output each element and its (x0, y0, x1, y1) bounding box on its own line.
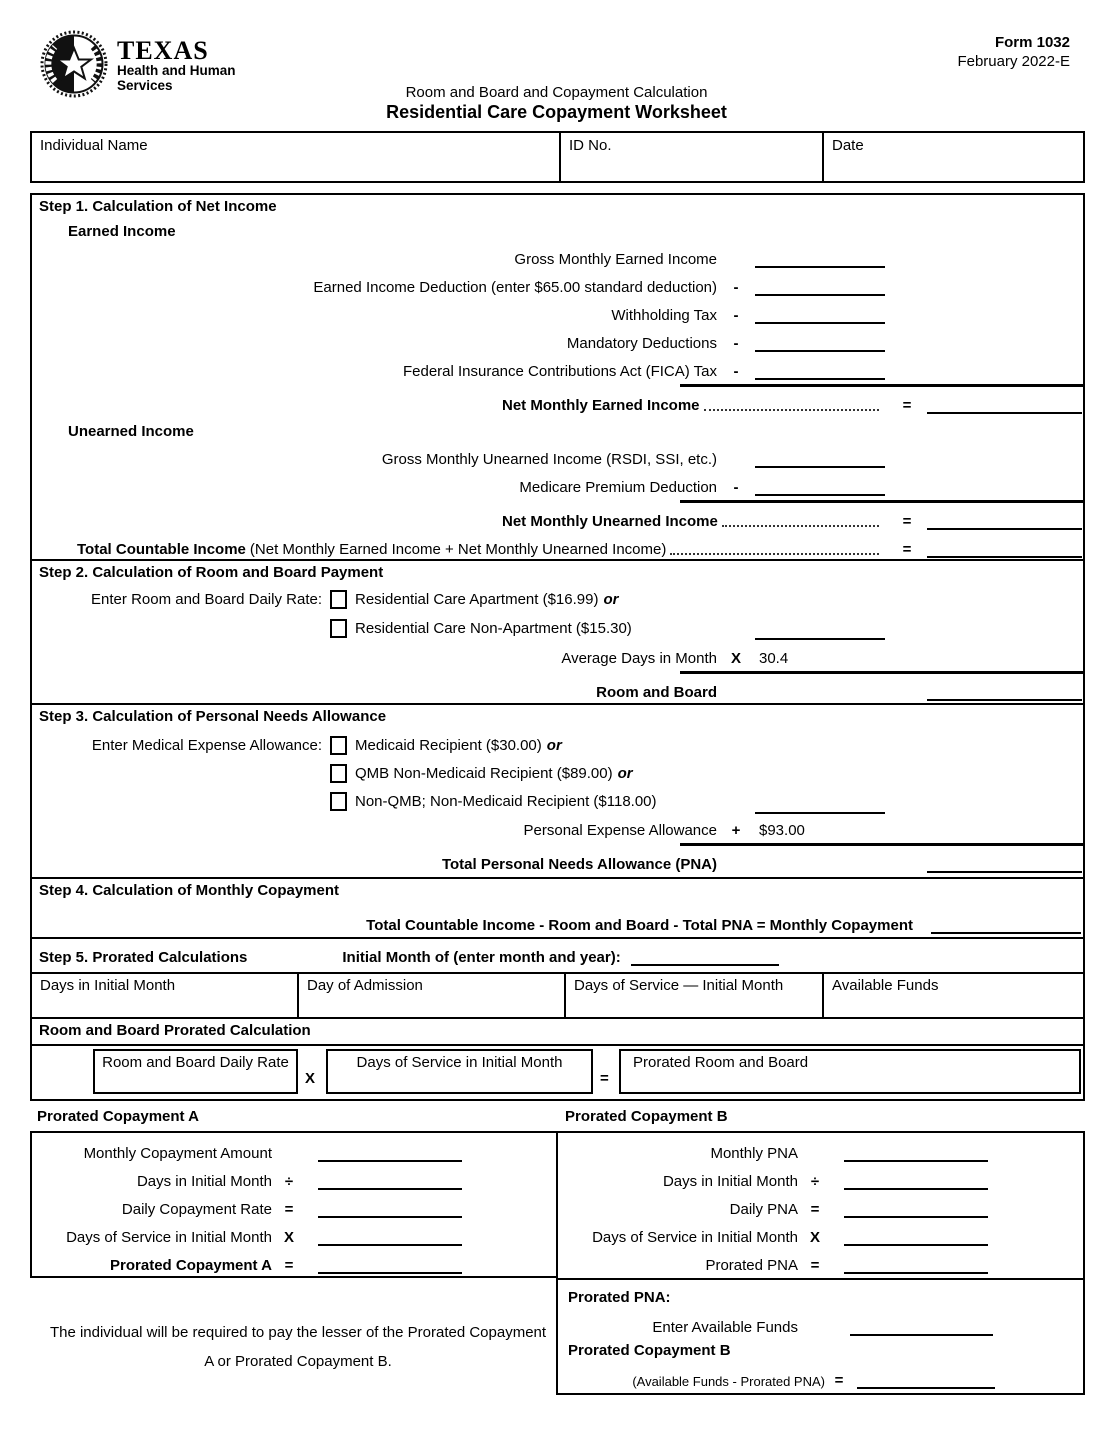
medicare-premium-row: Medicare Premium Deduction - (32, 472, 1083, 500)
rb-prorated-section (30, 1017, 1085, 1101)
form-edition: February 2022-E (957, 53, 1070, 70)
prorated-pna-line[interactable] (844, 1259, 988, 1274)
days-in-initial-month-cell[interactable]: Days in Initial Month (32, 974, 299, 1019)
initial-month-label: Initial Month of (enter month and year): (342, 949, 621, 966)
monthly-copayment-line[interactable] (931, 917, 1081, 934)
room-board-rate-lead: Enter Room and Board Daily Rate: (91, 590, 322, 608)
copay-a-days-of-service-line[interactable] (318, 1231, 462, 1246)
rb-days-of-service-box[interactable]: Days of Service in Initial Month (326, 1049, 593, 1094)
step5-section (30, 937, 1085, 1019)
checkbox-residential-care-non-apartment[interactable] (330, 619, 347, 638)
step2-section (30, 559, 1085, 705)
dotted-leader (670, 553, 879, 555)
step3-title: Step 3. Calculation of Personal Needs Allowance (39, 708, 387, 725)
copay-a-row: Days in Initial Month ÷ (32, 1167, 556, 1195)
copay-b-row: Daily PNA = (558, 1195, 1083, 1223)
step3-section (30, 703, 1085, 879)
individual-name-label: Individual Name (40, 137, 148, 154)
fica-tax-row: Federal Insurance Contributions Act (FICA) Tax - (32, 356, 1083, 384)
step2-title: Step 2. Calculation of Room and Board Payment (39, 564, 384, 581)
rb-prorated-title: Room and Board Prorated Calculation (32, 1019, 1083, 1046)
copay-a-days-initial-month-line[interactable] (318, 1175, 462, 1190)
logo-texas-text: TEXAS (117, 36, 209, 65)
identification-table (30, 131, 1085, 183)
individual-name-field[interactable] (32, 133, 561, 181)
date-field[interactable] (824, 133, 1083, 181)
medicare-premium-deduction-line[interactable] (755, 479, 885, 496)
daily-copayment-rate-line[interactable] (318, 1203, 462, 1218)
medicaid-option-row: Enter Medical Expense Allowance: Medicaid Recipient ($30.00) or (32, 731, 1083, 759)
net-monthly-earned-income-line[interactable] (927, 397, 1082, 414)
rb-equals-op: = (600, 1070, 609, 1087)
daily-pna-line[interactable] (844, 1203, 988, 1218)
room-and-board-row: Room and Board (32, 677, 1083, 705)
dotted-leader (704, 409, 879, 411)
copay-b-row: Monthly PNA (558, 1139, 1083, 1167)
gross-earned-row: Gross Monthly Earned Income (32, 244, 1083, 272)
checkbox-non-qmb-non-medicaid[interactable] (330, 792, 347, 811)
earned-income-heading: Earned Income (68, 223, 176, 240)
copay-b-row: Days of Service in Initial Month X (558, 1223, 1083, 1251)
copay-a-row: Prorated Copayment A = (32, 1251, 556, 1279)
total-countable-income-row: Total Countable Income (Net Monthly Earned Income + Net Monthly Unearned Income) = (32, 534, 1083, 562)
monthly-pna-line[interactable] (844, 1147, 988, 1162)
monthly-copayment-formula: Total Countable Income - Room and Board - Total PNA = Monthly Copayment (366, 917, 913, 934)
step5-table-row (32, 974, 1083, 1019)
unearned-income-heading: Unearned Income (68, 423, 194, 440)
qmb-option-row: QMB Non-Medicaid Recipient ($89.00) or (32, 759, 1083, 787)
non-qmb-option-row: Non-QMB; Non-Medicaid Recipient ($118.00) (32, 787, 1083, 815)
mandatory-deductions-line[interactable] (755, 335, 885, 352)
step4-section (30, 877, 1085, 939)
dotted-leader (722, 525, 879, 527)
available-funds-row: Enter Available Funds (558, 1313, 1083, 1340)
prorated-copayment-b-line[interactable] (857, 1374, 995, 1389)
mandatory-deductions-row: Mandatory Deductions - (32, 328, 1083, 356)
day-of-admission-cell[interactable]: Day of Admission (299, 974, 566, 1019)
date-label: Date (832, 137, 864, 154)
copay-a-box (30, 1131, 558, 1278)
prorated-pna-heading: Prorated PNA: (568, 1289, 671, 1306)
copay-a-row: Daily Copayment Rate = (32, 1195, 556, 1223)
logo-hhs-line1: Health and Human (117, 63, 236, 78)
withholding-tax-row: Withholding Tax - (32, 300, 1083, 328)
rc-apartment-option-row: Enter Room and Board Daily Rate: Residential Care Apartment ($16.99) or (32, 585, 1083, 613)
personal-expense-row: Personal Expense Allowance + $93.00 (32, 815, 1083, 843)
net-unearned-row: Net Monthly Unearned Income = (32, 506, 1083, 534)
checkbox-qmb-non-medicaid[interactable] (330, 764, 347, 783)
available-funds-line[interactable] (850, 1321, 993, 1336)
gross-unearned-row: Gross Monthly Unearned Income (RSDI, SSI, etc.) (32, 444, 1083, 472)
rb-multiply-op: X (305, 1070, 316, 1087)
gross-monthly-earned-income-line[interactable] (755, 251, 885, 268)
step5-header-row (32, 939, 1083, 974)
monthly-copayment-formula-row (32, 904, 1083, 934)
copay-b-box (556, 1131, 1085, 1280)
total-countable-income-line[interactable] (927, 541, 1082, 558)
doc-subtitle: Room and Board and Copayment Calculation (405, 84, 708, 101)
available-funds-cell[interactable]: Available Funds (832, 977, 939, 994)
prorated-copay-b-heading: Prorated Copayment B (568, 1342, 731, 1359)
page-title: Residential Care Copayment Worksheet (386, 102, 727, 122)
copay-a-row: Days of Service in Initial Month X (32, 1223, 556, 1251)
checkbox-residential-care-apartment[interactable] (330, 590, 347, 609)
prorated-pna-box (556, 1278, 1085, 1395)
room-and-board-line[interactable] (927, 684, 1082, 701)
gross-monthly-unearned-income-line[interactable] (755, 451, 885, 468)
medical-expense-lead: Enter Medical Expense Allowance: (91, 736, 322, 754)
copay-b-title: Prorated Copayment B (565, 1108, 728, 1125)
rb-daily-rate-box[interactable]: Room and Board Daily Rate (93, 1049, 298, 1094)
copay-b-days-of-service-line[interactable] (844, 1231, 988, 1246)
logo-hhs-line2: Services (117, 78, 173, 93)
copay-b-row: Prorated PNA = (558, 1251, 1083, 1279)
copay-a-title: Prorated Copayment A (37, 1108, 199, 1125)
total-pna-line[interactable] (927, 856, 1082, 873)
net-earned-row: Net Monthly Earned Income = (32, 390, 1083, 418)
withholding-tax-line[interactable] (755, 307, 885, 324)
days-of-service-cell[interactable]: Days of Service — Initial Month (566, 974, 824, 1019)
id-no-label: ID No. (569, 137, 612, 154)
copay-b-row: Days in Initial Month ÷ (558, 1167, 1083, 1195)
checkbox-medicaid-recipient[interactable] (330, 736, 347, 755)
step1-title: Step 1. Calculation of Net Income (39, 198, 277, 215)
earned-deduction-row: Earned Income Deduction (enter $65.00 standard deduction) - (32, 272, 1083, 300)
initial-month-line[interactable] (631, 950, 779, 966)
step5-title: Step 5. Prorated Calculations (39, 949, 248, 966)
personal-expense-value: $93.00 (759, 822, 805, 839)
lesser-copayment-note: The individual will be required to pay the lesser of the Prorated Copayment A or Prorated Copayment B. (49, 1324, 547, 1370)
copay-b-formula-row: (Available Funds - Prorated PNA) = (558, 1366, 1083, 1393)
copay-b-days-initial-month-line[interactable] (844, 1175, 988, 1190)
copay-a-row: Monthly Copayment Amount (32, 1139, 556, 1167)
fica-tax-line[interactable] (755, 363, 885, 380)
medical-expense-line[interactable] (755, 812, 885, 814)
total-pna-row: Total Personal Needs Allowance (PNA) (32, 849, 1083, 877)
form-number: Form 1032 (994, 34, 1070, 51)
rc-non-apartment-option-row: Residential Care Non-Apartment ($15.30) (32, 613, 1083, 643)
rb-prorated-result-box[interactable]: Prorated Room and Board (619, 1049, 1081, 1094)
average-days-value: 30.4 (759, 650, 789, 667)
prorated-copayment-a-line[interactable] (318, 1259, 462, 1274)
step4-title: Step 4. Calculation of Monthly Copayment (39, 882, 340, 899)
id-no-field[interactable] (561, 133, 824, 181)
daily-rate-line[interactable] (755, 638, 885, 640)
step1-section (30, 193, 1085, 561)
average-days-row: Average Days in Month X 30.4 (32, 643, 1083, 671)
earned-income-deduction-line[interactable] (755, 279, 885, 296)
monthly-copayment-amount-line[interactable] (318, 1147, 462, 1162)
net-monthly-unearned-income-line[interactable] (927, 513, 1082, 530)
